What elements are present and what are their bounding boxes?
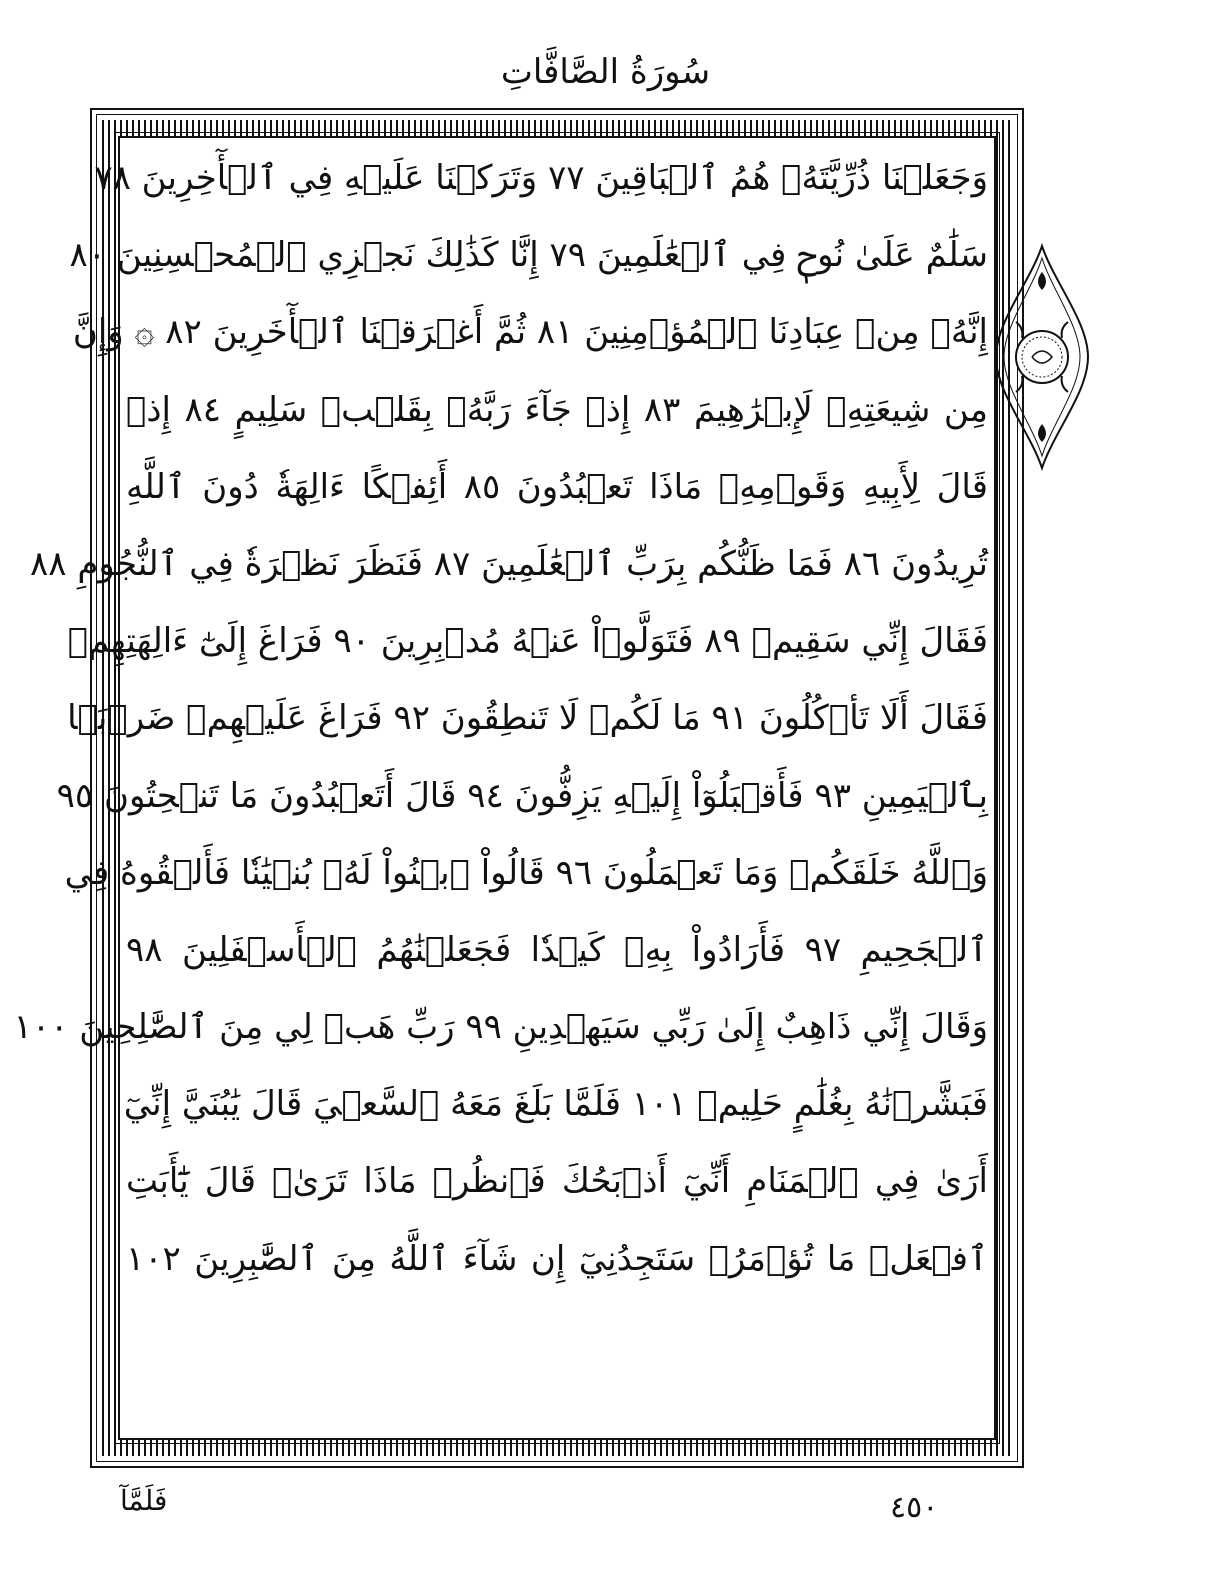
page-number: ٤٥٠	[890, 1490, 939, 1525]
text-line-7: فَقَالَ إِنِّي سَقِيمٞ ٨٩ فَتَوَلَّوۡاْ عَنۡهُ مُدۡبِرِينَ ٩٠ فَرَاغَ إِلَىٰٓ ءَالِهَتِهِمۡ	[67, 621, 988, 662]
text-line-1: وَجَعَلۡنَا ذُرِّيَّتَهُۥ هُمُ ٱلۡبَاقِينَ ٧٧ وَتَرَكۡنَا عَلَيۡهِ فِي ٱلۡأٓخِرِينَ ٧٨	[94, 158, 988, 198]
surah-title: سُورَةُ الصَّافَّاتِ	[500, 52, 711, 92]
catchword: فَلَمَّآ	[120, 1484, 168, 1517]
text-line-5: قَالَ لِأَبِيهِ وَقَوۡمِهِۦ مَاذَا تَعۡبُدُونَ ٨٥ أَئِفۡكًا ءَالِهَةٗ دُونَ ٱللَّهِ	[126, 466, 988, 507]
text-line-3: إِنَّهُۥ مِنۡ عِبَادِنَا ٱلۡمُؤۡمِنِينَ ٨١ ثُمَّ أَغۡرَقۡنَا ٱلۡأٓخَرِينَ ٨٢ ۞ وَإِنَّ	[72, 312, 988, 353]
text-line-9: بِٱلۡيَمِينِ ٩٣ فَأَقۡبَلُوٓاْ إِلَيۡهِ يَزِفُّونَ ٩٤ قَالَ أَتَعۡبُدُونَ مَا تَنۡحِتُونَ ٩٥	[56, 775, 988, 816]
text-line-2: سَلَٰمٌ عَلَىٰ نُوحٖ فِي ٱلۡعَٰلَمِينَ ٧٩ إِنَّا كَذَٰلِكَ نَجۡزِي ٱلۡمُحۡسِنِينَ ٨٠	[69, 235, 988, 276]
text-line-8: فَقَالَ أَلَا تَأۡكُلُونَ ٩١ مَا لَكُمۡ لَا تَنطِقُونَ ٩٢ فَرَاغَ عَلَيۡهِمۡ ضَرۡبَۢا	[67, 698, 988, 739]
text-line-11: ٱلۡجَحِيمِ ٩٧ فَأَرَادُواْ بِهِۦ كَيۡدٗا فَجَعَلۡنَٰهُمُ ٱلۡأَسۡفَلِينَ ٩٨	[126, 929, 988, 970]
text-line-4: مِن شِيعَتِهِۦ لَإِبۡرَٰهِيمَ ٨٣ إِذۡ جَآءَ رَبَّهُۥ بِقَلۡبٖ سَلِيمٍ ٨٤ إِذۡ	[126, 389, 988, 430]
text-line-13: فَبَشَّرۡنَٰهُ بِغُلَٰمٍ حَلِيمٖ ١٠١ فَلَمَّا بَلَغَ مَعَهُ ٱلسَّعۡيَ قَالَ يَٰبُنَيَّ إِنِّيٓ	[123, 1084, 988, 1125]
text-line-6: تُرِيدُونَ ٨٦ فَمَا ظَنُّكُم بِرَبِّ ٱلۡعَٰلَمِينَ ٨٧ فَنَظَرَ نَظۡرَةٗ فِي ٱلنُّجُومِ ٨٨	[30, 543, 988, 584]
text-line-12: وَقَالَ إِنِّي ذَاهِبٌ إِلَىٰ رَبِّي سَيَهۡدِينِ ٩٩ رَبِّ هَبۡ لِي مِنَ ٱلصَّٰلِحِينَ ١٠٠	[13, 1007, 988, 1048]
hizb-ornament-icon	[992, 242, 1092, 472]
text-line-15: ٱفۡعَلۡ مَا تُؤۡمَرُۖ سَتَجِدُنِيٓ إِن شَآءَ ٱللَّهُ مِنَ ٱلصَّٰبِرِينَ ١٠٢	[126, 1238, 988, 1279]
quran-text-body	[13, 140, 988, 1436]
text-line-10: وَٱللَّهُ خَلَقَكُمۡ وَمَا تَعۡمَلُونَ ٩٦ قَالُواْ ٱبۡنُواْ لَهُۥ بُنۡيَٰنٗا فَأَلۡقُوهُ فِي	[64, 852, 988, 893]
text-line-14: أَرَىٰ فِي ٱلۡمَنَامِ أَنِّيٓ أَذۡبَحُكَ فَٱنظُرۡ مَاذَا تَرَىٰۚ قَالَ يَٰٓأَبَتِ	[126, 1161, 988, 1202]
